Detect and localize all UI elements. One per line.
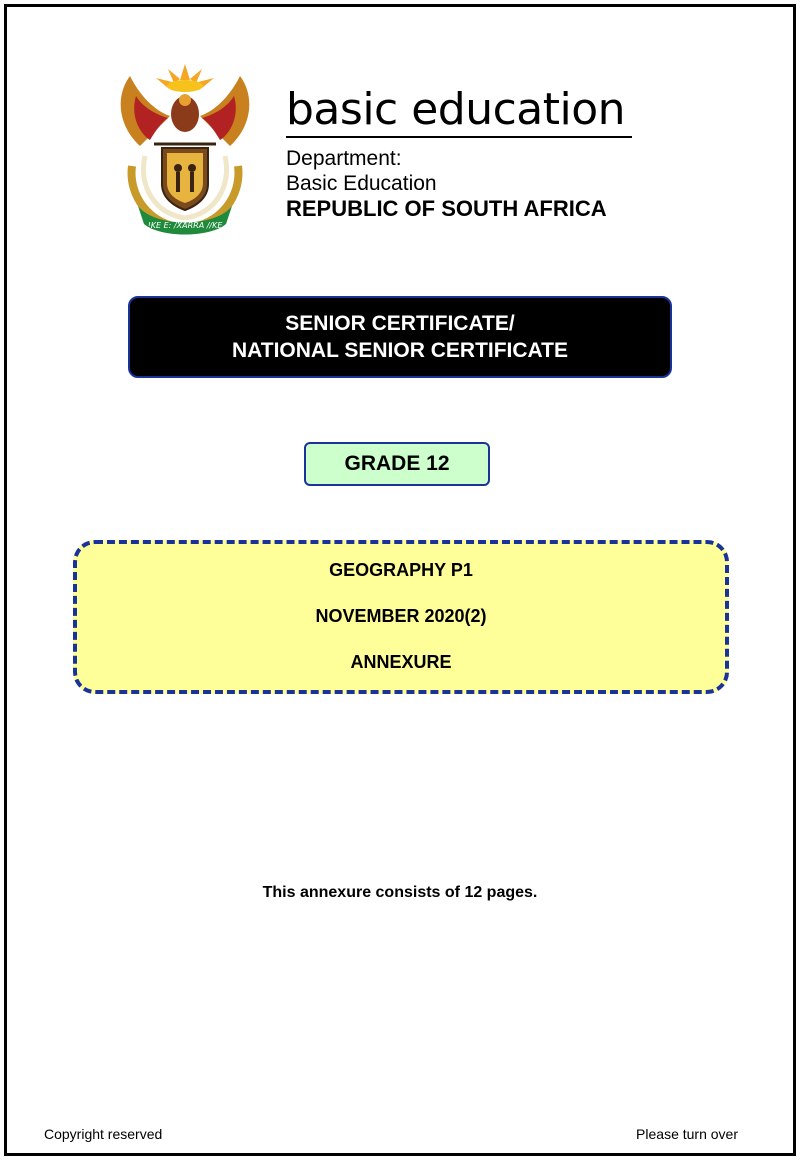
certificate-line-2: NATIONAL SENIOR CERTIFICATE <box>232 339 568 362</box>
subject-panel <box>73 540 729 694</box>
document-type: ANNEXURE <box>350 652 452 672</box>
department-label: Department: <box>286 147 402 170</box>
brand-divider <box>286 136 632 138</box>
page-count-note: This annexure consists of 12 pages. <box>262 884 538 901</box>
turn-over-footer: Please turn over <box>636 1126 738 1142</box>
country-name: REPUBLIC OF SOUTH AFRICA <box>286 196 607 221</box>
coat-of-arms-logo <box>110 56 260 236</box>
grade-badge <box>304 442 490 486</box>
department-name: Basic Education <box>286 172 437 195</box>
certificate-line-1: SENIOR CERTIFICATE/ <box>285 312 515 335</box>
logo-motto-text: !KE E: /XARRA //KE <box>147 221 223 230</box>
department-block <box>286 146 607 221</box>
copyright-footer: Copyright reserved <box>44 1126 163 1142</box>
brand-title: basic education <box>286 84 626 135</box>
exam-session: NOVEMBER 2020(2) <box>315 606 487 626</box>
subject-name: GEOGRAPHY P1 <box>329 560 473 580</box>
certificate-banner <box>128 296 672 378</box>
grade-label: GRADE 12 <box>344 452 450 475</box>
